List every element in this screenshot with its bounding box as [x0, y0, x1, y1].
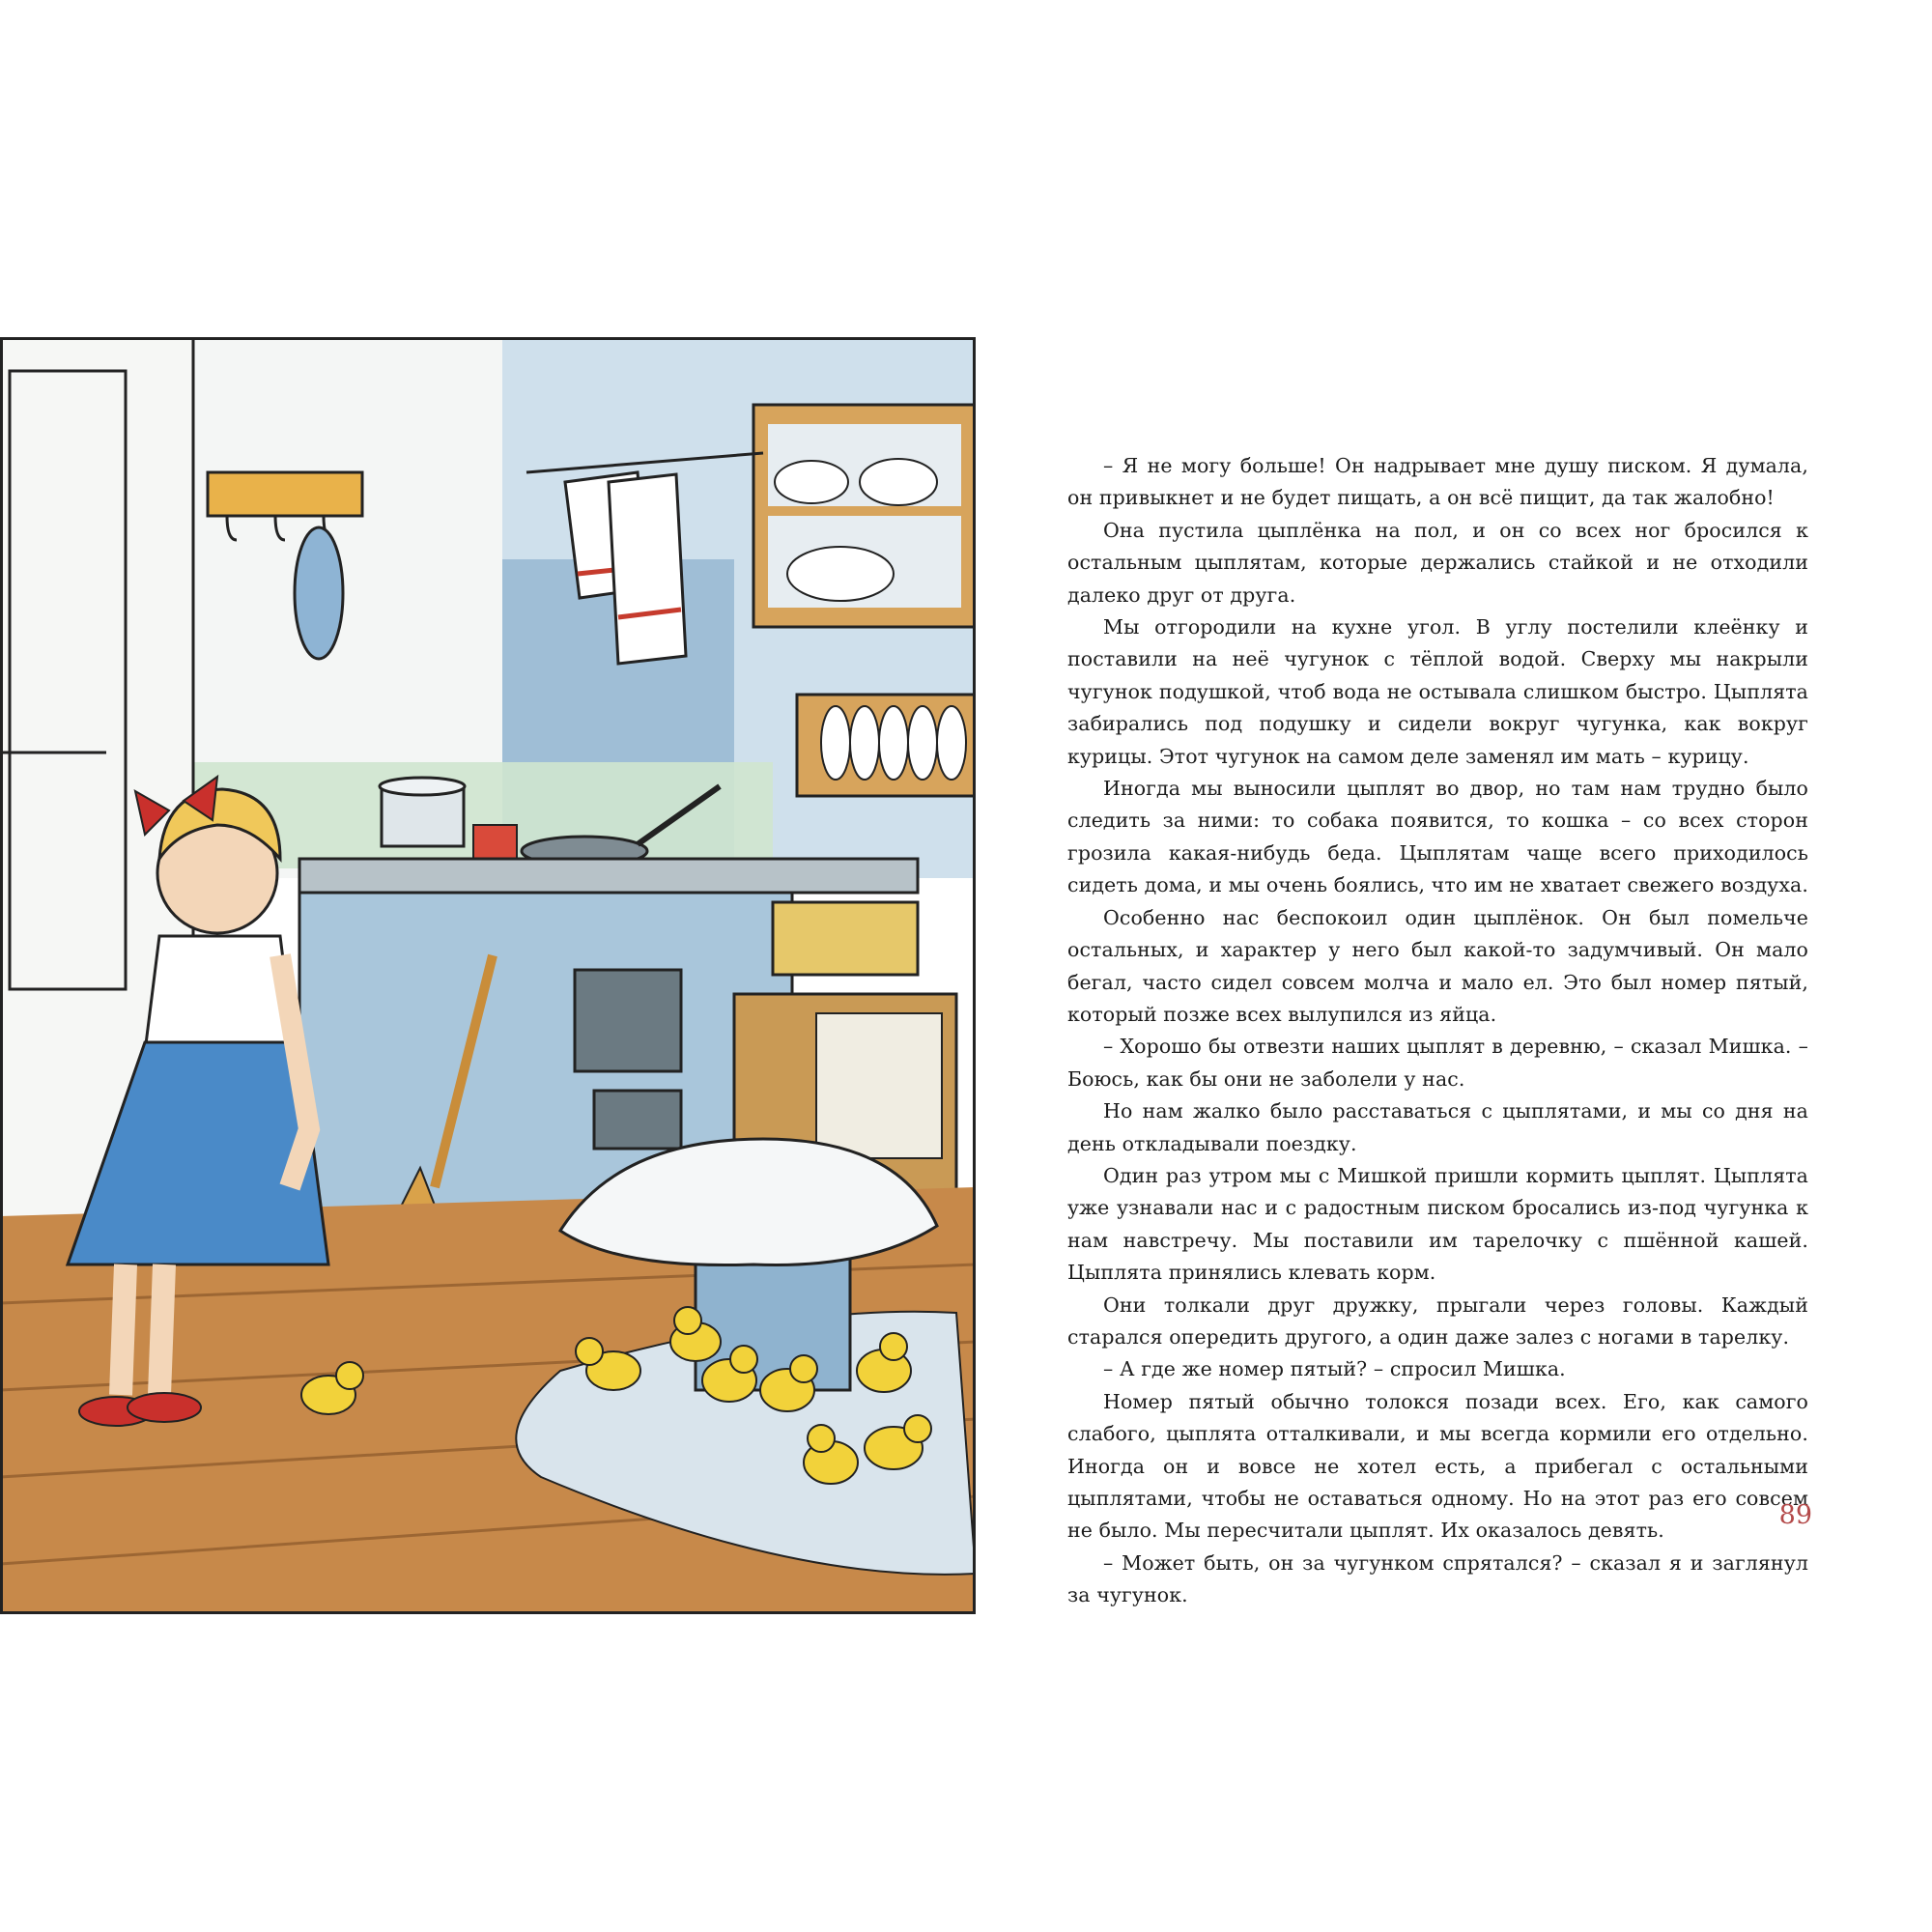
- paragraph: Они толкали друг дружку, прыгали через головы. Каждый старался опередить другого, а один даже залез с ногами в тарелку.: [1067, 1293, 1808, 1349]
- paragraph: – А где же номер пятый? – спросил Мишка.: [1103, 1357, 1566, 1381]
- kitchen-scene-illustration-icon: [0, 337, 976, 1614]
- text-column: [1067, 450, 1808, 1612]
- paragraph: Но нам жалко было расставаться с цыплятами, и мы со дня на день откладывали поездку.: [1067, 1099, 1808, 1155]
- paragraph: Она пустила цыплёнка на пол, и он со всех ног бросился к остальным цыплятам, которые держались стайкой и не отходили далеко друг от друга.: [1067, 518, 1808, 607]
- paragraph: – Может быть, он за чугунком спрятался? – сказал я и заглянул за чугунок.: [1067, 1550, 1808, 1607]
- paragraph: Номер пятый обычно толокся позади всех. Его, как самого слабого, цыплята отталкивали, и мы всегда кормили его отдельно. Иногда он и вовсе не хотел есть, а прибегал с остальными цыплятами, чтобы не оставаться одному. Но на этот раз его совсем не было. Мы пересчитали цыплят. Их оказалось девять.: [1067, 1389, 1808, 1543]
- page-number: 89: [1778, 1500, 1812, 1530]
- paragraph: Один раз утром мы с Мишкой пришли кормить цыплят. Цыплята уже узнавали нас и с радостным писком бросались из-под чугунка к нам навстречу. Мы поставили им тарелочку с пшённой кашей. Цыплята принялись клевать корм.: [1067, 1163, 1808, 1285]
- paragraph: – Я не могу больше! Он надрывает мне душу писком. Я думала, он привыкнет и не будет пищать, а он всё пищит, да так жалобно!: [1067, 454, 1808, 510]
- paragraph: Мы отгородили на кухне угол. В углу постелили клеёнку и поставили на неё чугунок с тёплой водой. Сверху мы накрыли чугунок подушкой, чтоб вода не остывала слишком быстро. Цыплята забирались под подушку и сидели вокруг чугунка, как вокруг курицы. Этот чугунок на самом деле заменял им мать – курицу.: [1067, 615, 1808, 768]
- kitchen-illustration: [0, 337, 976, 1614]
- paragraph: – Хорошо бы отвезти наших цыплят в деревню, – сказал Мишка. – Боюсь, как бы они не заболели у нас.: [1067, 1035, 1808, 1091]
- paragraph: Особенно нас беспокоил один цыплёнок. Он был помельче остальных, и характер у него был какой-то задумчивый. Он мало бегал, часто сидел совсем молча и мало ел. Это был номер пятый, который позже всех вылупился из яйца.: [1067, 905, 1808, 1026]
- paragraph: Иногда мы выносили цыплят во двор, но там нам трудно было следить за ними: то собака появится, то кошка – со всех сторон грозила какая-нибудь беда. Цыплятам чаще всего приходилось сидеть дома, и мы очень боялись, что им не хватает свежего воздуха.: [1067, 777, 1808, 897]
